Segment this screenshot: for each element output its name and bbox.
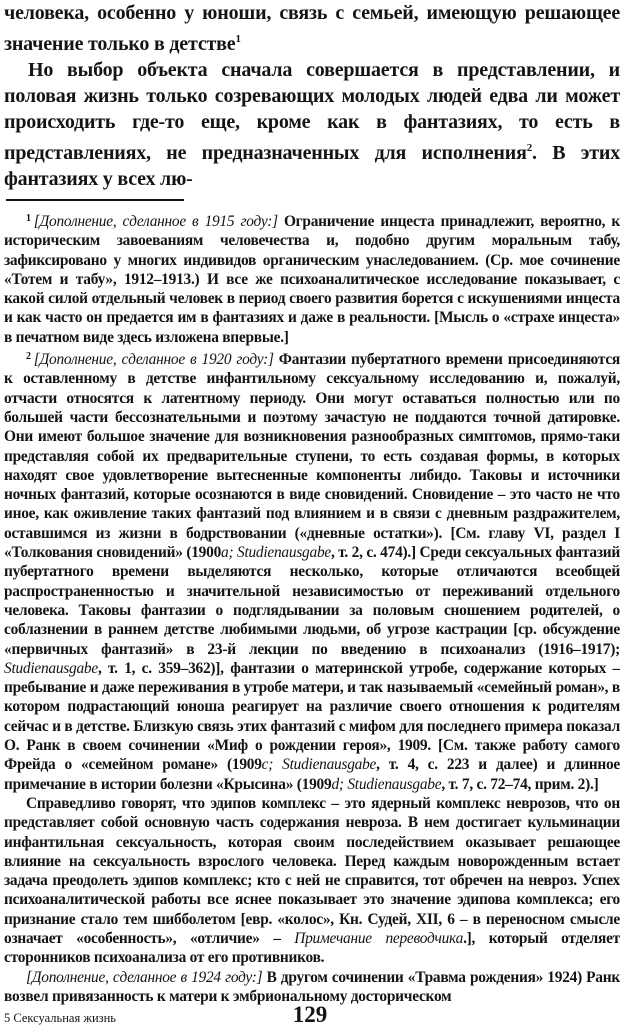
footnote-1: $^1$ [Дополнение, сделанное в 1915 году:] Ограничение инцеста принадлежит, вероятно, к историческим завоеваниям человечества и, подобно другим моральным табу, зафиксировано у многих индивидов органическим унаследованием. (Ср. мое сочинение «Тотем и табу», 1912–1913.) И все же психоаналитическое исследование показывает, с какой силой отдельный человек в период своего развития борется с искушениями инцеста и как часто он предается им в фантазиях и даже в реальности. [Мысль о «страхе инцеста» в печатном виде здесь изложена впервые.]	[4, 213, 620, 346]
footnote-2-paragraph-2: Справедливо говорят, что эдипов комплекс – это ядерный комплекс неврозов, что он представляет собой основную часть содержания невроза. В нем достигает кульминации инфантильная сексуальность, которая своим последействием оказывает решающее влияние на сексуальность взрослого человека. Перед каждым новорожденным встает задача преодолеть эдипов комплекс; кто с ней не справится, тот обречен на невроз. Успех психоаналитической работы все яснее показывает это значение эдипова комплекса; его признание стало тем шибболетом [евр. «колос», Кн. Судей, XII, 6 – в переносном смысле означает «особенность», «отличие» – Примечание переводчика.], который отделяет сторонников психоанализа от его противников.	[4, 794, 620, 967]
footnote-ref-2: 2	[526, 142, 533, 154]
footnote-2-paragraph-3: [Дополнение, сделанное в 1924 году:] В другом сочинении «Травма рождения» 1924) Ранк возвел привязанность к матери к эмбриональному досторическом	[4, 968, 620, 1005]
footnotes	[4, 209, 620, 1006]
footnote-2: $^2$ [Дополнение, сделанное в 1920 году:] Фантазии пубертатного времени присоединяются к оставленному в детстве инфантильному сексуальному исследованию и, пожалуй, отчасти относятся к латентному периоду. Они могут оставаться полностью или по большей части бессознательными и поэтому зачастую не поддаются точной датировке. Они имеют большое значение для возникновения разнообразных симптомов, прямо-таки представляя собой их предварительные ступени, то есть создавая формы, в которых находят свое удовлетворение вытесненные компоненты либидо. Таковы и источники ночных фантазий, которые осознаются в виде сновидений. Сновидение – это часто не что иное, как оживление таких фантазий под влиянием и в связи с дневным раздражителем, оставшимся из жизни в бодрствовании («дневные остатки»). [См. главу VI, раздел I «Толкования сновидений» (1900a; Studienausgabe, т. 2, с. 474).] Среди сексуальных фантазий пубертатного времени выделяются несколько, которые отличаются всеобщей распространенностью и значительной независимостью от переживаний отдельного человека. Таковы фантазии о подглядывании за половым сношением родителей, о соблазнении в раннем детстве любимыми людьми, об угрозе кастрации [ср. обсуждение «первичных фантазий» в 23-й лекции по введению в психоанализ (1916–1917); Studienausgabe, т. 1, с. 359–362)], фантазии о материнской утробе, содержание которых – пребывание и даже переживания в утробе матери, и так называемый «семейный роман», в котором подрастающий юноша реагирует на различие своего отношения к родителям сейчас и в детстве. Близкую связь этих фантазий с мифом для последнего примера показал О. Ранк в своем сочинении «Миф о рождении героя», 1909. [См. также работу самого Фрейда о «семейном романе» (1909c; Studienausgabe, т. 4, с. 223 и далее) и длинное примечание в истории болезни «Крысина» (1909d; Studienausgabe, т. 7, с. 72–74, прим. 2).]	[4, 351, 620, 793]
main-paragraph-1: человека, особенно у юноши, связь с семьей, имеющую решающее значение только в детстве$^1$	[4, 2, 620, 55]
printer-signature: 5 Сексуальная жизнь	[4, 1011, 117, 1025]
main-text	[4, 0, 620, 192]
main-paragraph-2: Но выбор объекта сначала совершается в представлении, и половая жизнь только созревающих молодых людей едва ли может происходить где-то еще, кроме как в фантазиях, то есть в представлениях, не предназначенных для исполнения$^2$. В этих фантазиях у всех лю-	[4, 59, 620, 190]
footnote-ref-1: 1	[235, 33, 241, 45]
page-number: 129	[292, 1002, 328, 1027]
page-footer	[4, 1002, 616, 1028]
footnote-divider	[6, 199, 184, 201]
